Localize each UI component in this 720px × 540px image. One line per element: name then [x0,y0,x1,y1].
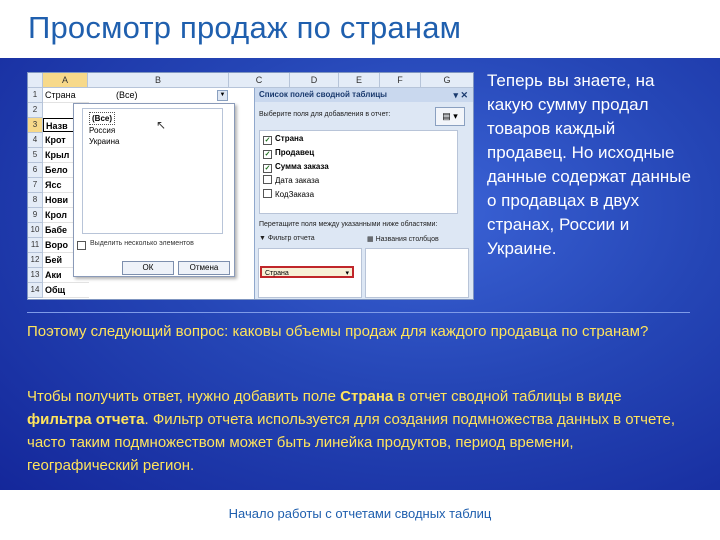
filter-dropdown-popup [73,103,235,277]
mouse-pointer-icon: ↖ [156,118,167,132]
field-checklist [259,130,458,214]
report-filter-field-country[interactable]: Страна ▾ [260,266,354,278]
column-header-d[interactable]: D [290,73,339,88]
filter-dropdown-arrow-icon[interactable]: ▼ [217,90,228,101]
row-header[interactable]: 13 [28,268,43,283]
filter-item-list [82,108,223,234]
field-checkbox-icon[interactable]: ✓ [264,151,271,158]
column-header-f[interactable]: F [380,73,421,88]
field-item-seller[interactable]: ✓ Продавец [264,148,315,158]
slide-footer: Начало работы с отчетами сводных таблиц [228,506,492,521]
excel-screenshot [27,72,474,300]
cell-a14[interactable]: Общ [43,283,89,298]
column-header-g[interactable]: G [421,73,474,88]
cell-a10[interactable]: Бабе [43,223,89,238]
field-list-header [255,88,473,102]
cancel-button[interactable]: Отмена [178,261,230,275]
filter-item-all[interactable]: (Все) [89,112,115,125]
column-header-a[interactable]: A [43,73,88,88]
cell-a9[interactable]: Крол [43,208,89,223]
multi-select-label: Выделить несколько элементов [90,240,194,247]
layout-icon: ▤ ▾ [442,111,458,121]
column-header-c[interactable]: C [229,73,290,88]
choose-fields-label: Выберите поля для добавления в отчет: [259,111,391,118]
column-header-e[interactable]: E [339,73,380,88]
ok-button[interactable]: ОК [122,261,174,275]
field-checkbox-icon[interactable] [263,175,272,184]
row-header[interactable]: 7 [28,178,43,193]
field-checkbox-icon[interactable]: ✓ [264,137,271,144]
chevron-down-icon: ▾ [345,270,349,277]
row-header[interactable]: 4 [28,133,43,148]
select-all-corner[interactable] [28,73,43,88]
field-item-order-id[interactable]: КодЗаказа [263,189,314,201]
field-checkbox-icon[interactable] [263,189,272,198]
slide-title: Просмотр продаж по странам [28,10,462,45]
cell-a6[interactable]: Бело [43,163,89,178]
field-item-country[interactable]: ✓ Страна [264,134,304,144]
column-labels-area[interactable] [365,248,469,298]
drag-fields-label: Перетащите поля между указанными ниже областями: [259,221,438,228]
cell-a5[interactable]: Крыл [43,148,89,163]
cell-a7[interactable]: Ясс [43,178,89,193]
highlight-country: Страна [340,388,394,405]
pivot-field-list-pane [254,88,473,299]
row-header[interactable]: 5 [28,148,43,163]
divider [27,312,690,313]
column-labels-area-label: ▦ Названия столбцов [367,236,439,243]
row-header[interactable]: 9 [28,208,43,223]
row-header[interactable]: 2 [28,103,43,118]
cell-a11[interactable]: Воро [43,238,89,253]
cell-a3[interactable]: Назв [43,118,91,132]
side-description: Теперь вы знаете, на какую сумму продал товаров каждый продавец. Но исходные данные содержат данные о продавцах в двух странах, России и Украине. [487,71,691,258]
field-checkbox-icon[interactable]: ✓ [264,165,271,172]
filter-item-russia[interactable]: Россия [89,126,116,135]
field-item-order-date[interactable]: Дата заказа [263,175,319,187]
multi-select-checkbox[interactable] [77,241,86,250]
cell-b1[interactable]: (Все) [116,90,138,100]
question-paragraph: Поэтому следующий вопрос: каковы объемы продаж для каждого продавца по странам? [27,323,649,340]
filter-item-ukraine[interactable]: Украина [89,137,120,146]
field-item-order-amount[interactable]: ✓ Сумма заказа [264,162,329,172]
highlight-report-filter: фильтра отчета [27,411,145,428]
row-header[interactable]: 6 [28,163,43,178]
filter-icon: ▼ [259,235,268,242]
columns-icon: ▦ [367,236,376,243]
field-list-title: Список полей сводной таблицы [259,90,388,99]
report-filter-area-label: ▼ Фильтр отчета [259,235,315,242]
cell-a13[interactable]: Аки [43,268,89,283]
cell-a4[interactable]: Крот [43,133,89,148]
cell-a1[interactable]: Страна [43,88,89,103]
cell-a12[interactable]: Бей [43,253,89,268]
layout-options-button[interactable] [435,107,465,126]
row-header[interactable]: 1 [28,88,43,103]
close-icon[interactable]: ▾ ✕ [453,90,468,100]
explanation-paragraph: Чтобы получить ответ, нужно добавить поле Страна в отчет сводной таблицы в виде фильтра отчета. Фильтр отчета используется для создания подмножества данных в отчете, часто таким подмножеством может быть линейка продуктов, период времени, географический регион. [27,388,676,474]
row-header[interactable]: 14 [28,283,43,298]
row-header[interactable]: 11 [28,238,43,253]
row-header[interactable]: 8 [28,193,43,208]
row-header[interactable]: 10 [28,223,43,238]
cell-a8[interactable]: Нови [43,193,89,208]
column-header-b[interactable]: B [88,73,229,88]
row-header[interactable]: 12 [28,253,43,268]
row-header[interactable]: 3 [28,118,43,133]
